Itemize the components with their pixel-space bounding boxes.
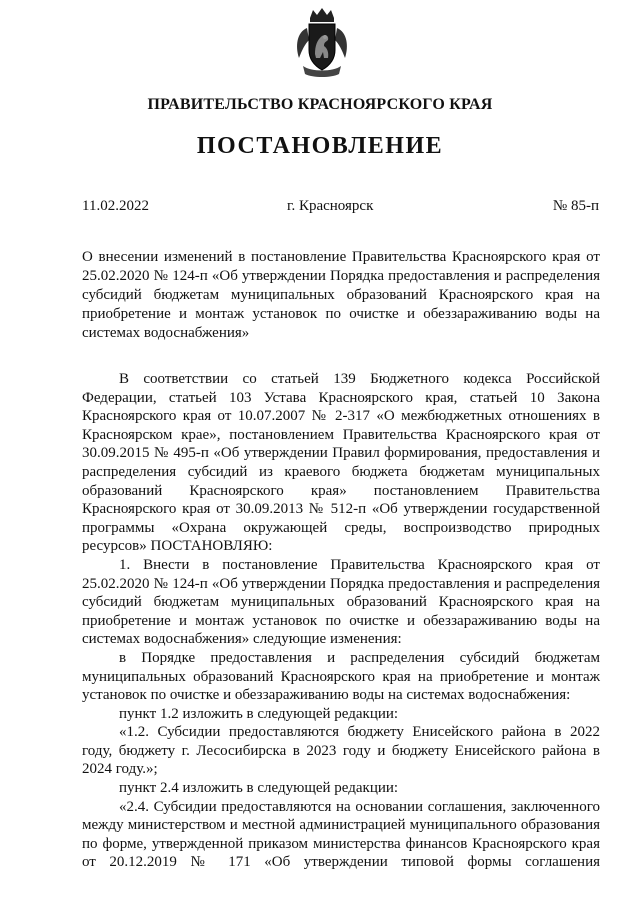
document-type-title: ПОСТАНОВЛЕНИЕ [196,133,444,159]
order-paragraph: в Порядке предоставления и распределения субсидий бюджетам муниципальных образований Красноярского края на приобретение и монтаж установок по очистке и обеззараживанию воды на системах водоснабжения: [82,649,600,704]
document-date: 11.02.2022 [82,198,149,214]
clause-2-4-intro: пункт 2.4 изложить в следующей редакции: [119,780,399,797]
document-city: г. Красноярск [287,198,374,214]
clause-2-4-text: «2.4. Субсидии предоставляются на основании соглашения, заключенного между министерством и местной администрацией муниципального образования по форме, утвержденной приказом министерства финансов Красноярского края от 20.12.2019 № 171 «Об утверждении типовой формы соглашения [82,798,600,871]
preamble-paragraph: В соответствии со статьей 139 Бюджетного кодекса Российской Федерации, статьей 103 Устава Красноярского края, статьей 10 Закона Красноярского края от 10.07.2007 № 2-317 «О межбюджетных отношениях в Красноярском крае», постановлением Правительства Красноярского края от 30.09.2015 № 495-п «Об утверждении Правил формирования, предоставления и распределения субсидий из краевого бюджета бюджетам муниципальных образований Красноярского края» постановлением Правительства Красноярского края от 30.09.2013 № 512-п «Об утверждении государственной программы «Охрана окружающей среды, воспроизводство природных ресурсов» ПОСТАНОВЛЯЮ: [82,371,600,555]
clause-1-2-text: «1.2. Субсидии предоставляются бюджету Енисейского района в 2022 году, бюджету г. Лесосибирска в 2023 году и бюджету Енисейского района в 2024 году.»; [82,724,600,778]
document-number: № 85-п [552,198,599,214]
government-name: ПРАВИТЕЛЬСТВО КРАСНОЯРСКОГО КРАЯ [147,96,493,113]
item-1-paragraph: 1. Внести в постановление Правительства Красноярского края от 25.02.2020 № 124-п «Об утверждении Порядка предоставления и распределения субсидий бюджетам муниципальных образований Красноярского края на приобретение и монтаж установок по очистке и обеззараживанию воды на системах водоснабжения» следующие изменения: [82,556,600,648]
document-subject: О внесении изменений в постановление Правительства Красноярского края от 25.02.2020 № 124-п «Об утверждении Порядка предоставления и распределения субсидий бюджетам муниципальных образований Красноярского края на приобретение и монтаж установок по очистке и обеззараживанию воды на системах водоснабжения» [82,249,600,341]
clause-1-2-intro: пункт 1.2 изложить в следующей редакции: [119,705,399,722]
document-body [82,370,600,872]
coat-of-arms-emblem [293,6,351,78]
